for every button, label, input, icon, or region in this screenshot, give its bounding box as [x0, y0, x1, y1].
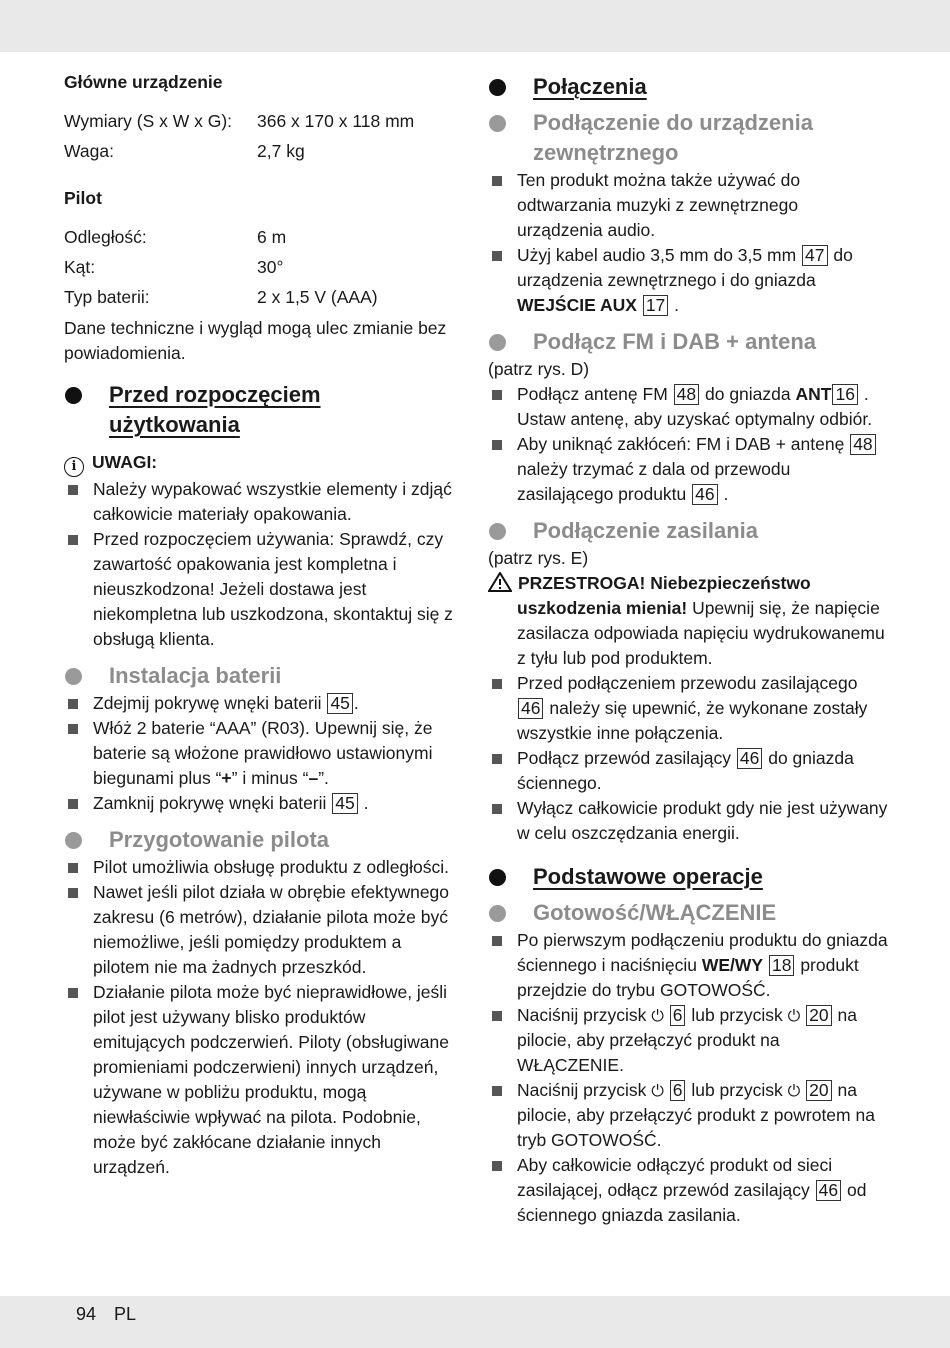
list-item — [488, 168, 888, 243]
notes-label-text: UWAGI: — [92, 452, 158, 472]
spec-label: Typ baterii: — [64, 287, 150, 307]
square-bullet-icon — [492, 804, 502, 814]
square-bullet-icon — [492, 936, 502, 946]
list-item-text: Należy wypakować wszystkie elementy i zdjąć całkowicie materiały opakowania. — [93, 479, 452, 524]
part-ref: 48 — [674, 384, 699, 405]
square-bullet-icon — [68, 888, 78, 898]
list-item-text: Przed podłączeniem przewodu zasilającego — [517, 673, 858, 693]
figure-ref: (patrz rys. E) — [488, 548, 589, 568]
heading-text: Podstawowe operacje — [533, 864, 763, 889]
list-item-text: należy trzymać z dala od przewodu zasilającego produktu — [517, 459, 791, 504]
list-item — [64, 980, 462, 1180]
bullet-dot-icon — [489, 334, 506, 351]
list-item-text: Przed rozpoczęciem używania: Sprawdź, czy zawartość opakowania jest kompletna i nieuszkodzona! Jeżeli dostawa jest niekompletna lub uszkodzona, skontaktuj się z obsługą klienta. — [93, 529, 453, 649]
part-ref: 47 — [802, 245, 827, 266]
spec-value: 6 m — [257, 227, 287, 247]
part-ref: 18 — [769, 955, 794, 976]
part-ref: 6 — [670, 1005, 686, 1026]
list-item-text: Pilot umożliwia obsługę produktu z odległości. — [93, 857, 450, 877]
spec-distance — [64, 222, 462, 252]
page-number: 94 — [76, 1304, 97, 1324]
right-column — [488, 72, 888, 1228]
section-power-heading — [488, 516, 888, 546]
list-item — [64, 855, 462, 880]
list-item-text: od ściennego gniazda zasilania. — [517, 1180, 867, 1225]
square-bullet-icon — [68, 485, 78, 495]
list-item-text: . — [353, 693, 359, 713]
part-ref: 17 — [643, 295, 668, 316]
part-ref: 6 — [670, 1080, 686, 1101]
bullet-dot-icon — [489, 869, 506, 886]
list-item — [488, 243, 888, 318]
figure-ref: (patrz rys. D) — [488, 359, 590, 379]
spec-weight — [64, 136, 462, 166]
spec-note: Dane techniczne i wygląd mogą ulec zmianie bez powiadomienia. — [64, 318, 447, 363]
section-antenna-heading — [488, 327, 888, 357]
square-bullet-icon — [68, 988, 78, 998]
jack-label: ANT — [795, 384, 832, 404]
spec-label: Waga: — [64, 141, 114, 161]
list-item-text: na pilocie, aby przełączyć produkt na WŁĄCZENIE. — [517, 1005, 857, 1075]
list-item — [488, 382, 888, 432]
list-item-text: . — [358, 793, 369, 813]
bullet-dot-icon — [489, 523, 506, 540]
section-connections-heading — [488, 72, 888, 102]
list-item-text: lub przycisk — [691, 1080, 783, 1100]
spec-value: 366 x 170 x 118 mm — [257, 111, 415, 131]
list-item-text: lub przycisk — [691, 1005, 783, 1025]
list-item-text: . — [669, 295, 680, 315]
info-icon: i — [64, 457, 84, 477]
square-bullet-icon — [492, 440, 502, 450]
power-icon: ⏻ — [787, 1081, 801, 1100]
list-item — [488, 796, 888, 846]
part-ref: 20 — [806, 1005, 831, 1026]
square-bullet-icon — [492, 251, 502, 261]
list-item — [64, 691, 462, 716]
list-item-text: do gniazda ściennego. — [517, 748, 854, 793]
list-item-text: . — [718, 484, 729, 504]
square-bullet-icon — [492, 754, 502, 764]
heading-line: zewnętrznego — [533, 140, 679, 165]
part-ref: 46 — [737, 748, 762, 769]
section-before-use-heading — [64, 380, 462, 440]
square-bullet-icon — [492, 1011, 502, 1021]
before-use-list — [64, 477, 462, 652]
list-item-text: Ten produkt można także używać do odtwarzania muzyki z zewnętrznego urządzenia audio. — [517, 170, 801, 240]
section-battery-heading — [64, 661, 462, 691]
part-ref: 16 — [832, 384, 857, 405]
heading-text: Przygotowanie pilota — [109, 827, 330, 852]
spec-label: Odległość: — [64, 227, 147, 247]
power-icon: ⏻ — [787, 1006, 801, 1025]
spec-battery-type — [64, 282, 462, 312]
list-item — [64, 791, 462, 816]
list-item-text: ” i minus “ — [231, 768, 309, 788]
list-item-text: Nawet jeśli pilot działa w obrębie efektywnego zakresu (6 metrów), działanie pilota może być niemożliwe, jeśli pomiędzy produktem a pilotem nie ma żadnych przeszkód. — [93, 882, 450, 977]
spec-dimensions — [64, 106, 462, 136]
square-bullet-icon — [492, 176, 502, 186]
top-band — [0, 0, 950, 52]
bullet-dot-icon — [65, 832, 82, 849]
list-item-text: Naciśnij przycisk — [517, 1005, 647, 1025]
left-column — [64, 70, 462, 1180]
list-item — [488, 432, 888, 507]
list-item-text: należy się upewnić, że wykonane zostały wszystkie inne połączenia. — [517, 698, 868, 743]
plus-sign: + — [221, 768, 232, 788]
caution-title: PRZESTROGA! Niebezpieczeństwo — [518, 573, 811, 593]
bullet-dot-icon — [489, 905, 506, 922]
list-item — [64, 880, 462, 980]
list-item — [488, 928, 888, 1003]
list-item-text: ”. — [318, 768, 329, 788]
bullet-dot-icon — [65, 387, 82, 404]
list-item-text: Aby uniknąć zakłóceń: FM i DAB + antenę — [517, 434, 845, 454]
part-ref: 48 — [850, 434, 875, 455]
list-item — [488, 1078, 888, 1153]
part-ref: 46 — [816, 1180, 841, 1201]
spec-value: 30° — [257, 257, 284, 277]
standby-list — [488, 928, 888, 1228]
heading-line: Przed rozpoczęciem — [109, 382, 321, 407]
section-remote-prep-heading — [64, 825, 462, 855]
caution-title: uszkodzenia mienia! — [517, 598, 688, 618]
heading-text: Instalacja baterii — [109, 663, 282, 688]
square-bullet-icon — [68, 799, 78, 809]
spec-value: 2 x 1,5 V (AAA) — [257, 287, 378, 307]
battery-list — [64, 691, 462, 816]
jack-label: WEJŚCIE AUX — [517, 295, 637, 315]
language-code: PL — [114, 1304, 137, 1324]
spec-value: 2,7 kg — [257, 141, 305, 161]
list-item-text: Zdejmij pokrywę wnęki baterii — [93, 693, 322, 713]
list-item — [488, 1003, 888, 1078]
remote-title: Pilot — [64, 188, 102, 208]
remote-prep-list — [64, 855, 462, 1180]
list-item-text: Wyłącz całkowicie produkt gdy nie jest używany w celu oszczędzania energii. — [517, 798, 888, 843]
section-standby-heading — [488, 898, 888, 928]
list-item-text: Po pierwszym podłączeniu produktu do gniazda ściennego i naciśnięciu — [517, 930, 888, 975]
heading-text: Połączenia — [533, 74, 647, 99]
minus-sign: – — [308, 768, 319, 788]
power-icon: ⏻ — [651, 1006, 664, 1025]
power-icon: ⏻ — [651, 1081, 664, 1100]
list-item — [64, 527, 462, 652]
part-ref: 20 — [806, 1080, 831, 1101]
heading-line: Podłączenie do urządzenia — [533, 110, 813, 135]
list-item-text: Podłącz przewód zasilający — [517, 748, 731, 768]
part-ref: 46 — [692, 484, 717, 505]
square-bullet-icon — [492, 1086, 502, 1096]
list-item-text: . Ustaw antenę, aby uzyskać optymalny odbiór. — [517, 384, 873, 429]
list-item-text: do gniazda — [705, 384, 791, 404]
heading-line: użytkowania — [109, 412, 240, 437]
list-item-text: Naciśnij przycisk — [517, 1080, 647, 1100]
list-item — [64, 477, 462, 527]
list-item-text: Użyj kabel audio 3,5 mm do 3,5 mm — [517, 245, 797, 265]
spec-label: Kąt: — [64, 257, 96, 277]
square-bullet-icon — [492, 1161, 502, 1171]
square-bullet-icon — [68, 863, 78, 873]
list-item-text: do urządzenia zewnętrznego i do gniazda — [517, 245, 853, 290]
list-item-text: Działanie pilota może być nieprawidłowe, jeśli pilot jest używany blisko produktów emitujących podczerwień. Piloty (obsługiwane promieniami podczerwieni) innych urządzeń, używane w pobliżu produktu, mogą niewłaściwie wpływać na pilota. Podobnie, może być zakłócane działanie innych urządzeń. — [93, 982, 450, 1177]
part-ref: 46 — [518, 698, 543, 719]
bullet-dot-icon — [489, 115, 506, 132]
square-bullet-icon — [492, 679, 502, 689]
main-device-title: Główne urządzenie — [64, 72, 223, 92]
list-item — [488, 1153, 888, 1228]
list-item-text: Aby całkowicie odłączyć produkt od sieci zasilającej, odłącz przewód zasilający — [517, 1155, 833, 1200]
caution-note — [488, 571, 888, 671]
spec-label: Wymiary (S x W x G): — [64, 111, 233, 131]
list-item-text: na pilocie, aby przełączyć produkt z powrotem na tryb GOTOWOŚĆ. — [517, 1080, 875, 1150]
part-ref: 45 — [332, 793, 357, 814]
footer-band — [0, 1296, 950, 1348]
section-external-heading — [488, 108, 888, 168]
spec-angle — [64, 252, 462, 282]
list-item-text: Zamknij pokrywę wnęki baterii — [93, 793, 327, 813]
antenna-list — [488, 382, 888, 507]
list-item-text: produkt przejdzie do trybu GOTOWOŚĆ. — [517, 955, 859, 1000]
power-list — [488, 671, 888, 846]
bullet-dot-icon — [65, 668, 82, 685]
square-bullet-icon — [492, 390, 502, 400]
square-bullet-icon — [68, 724, 78, 734]
list-item — [488, 746, 888, 796]
external-list — [488, 168, 888, 318]
heading-text: Podłączenie zasilania — [533, 518, 758, 543]
square-bullet-icon — [68, 699, 78, 709]
list-item — [64, 716, 462, 791]
heading-text: Gotowość/WŁĄCZENIE — [533, 900, 777, 925]
notes-label — [64, 450, 462, 477]
bullet-dot-icon — [489, 79, 506, 96]
square-bullet-icon — [68, 535, 78, 545]
warning-icon — [488, 572, 512, 592]
list-item-text: Podłącz antenę FM — [517, 384, 668, 404]
list-item-text: Włóż 2 baterie “AAA” (R03). Upewnij się, że baterie są włożone prawidłowo ustawionymi biegunami plus “ — [93, 718, 433, 788]
section-basic-ops-heading — [488, 862, 888, 892]
part-ref: 45 — [327, 693, 352, 714]
list-item — [488, 671, 888, 746]
button-label: WE/WY — [701, 955, 764, 975]
caution-text: Upewnij się, że napięcie zasilacza odpowiada napięciu wydrukowanemu z tyłu lub pod produktem. — [517, 598, 885, 668]
heading-text: Podłącz FM i DAB + antena — [533, 329, 816, 354]
